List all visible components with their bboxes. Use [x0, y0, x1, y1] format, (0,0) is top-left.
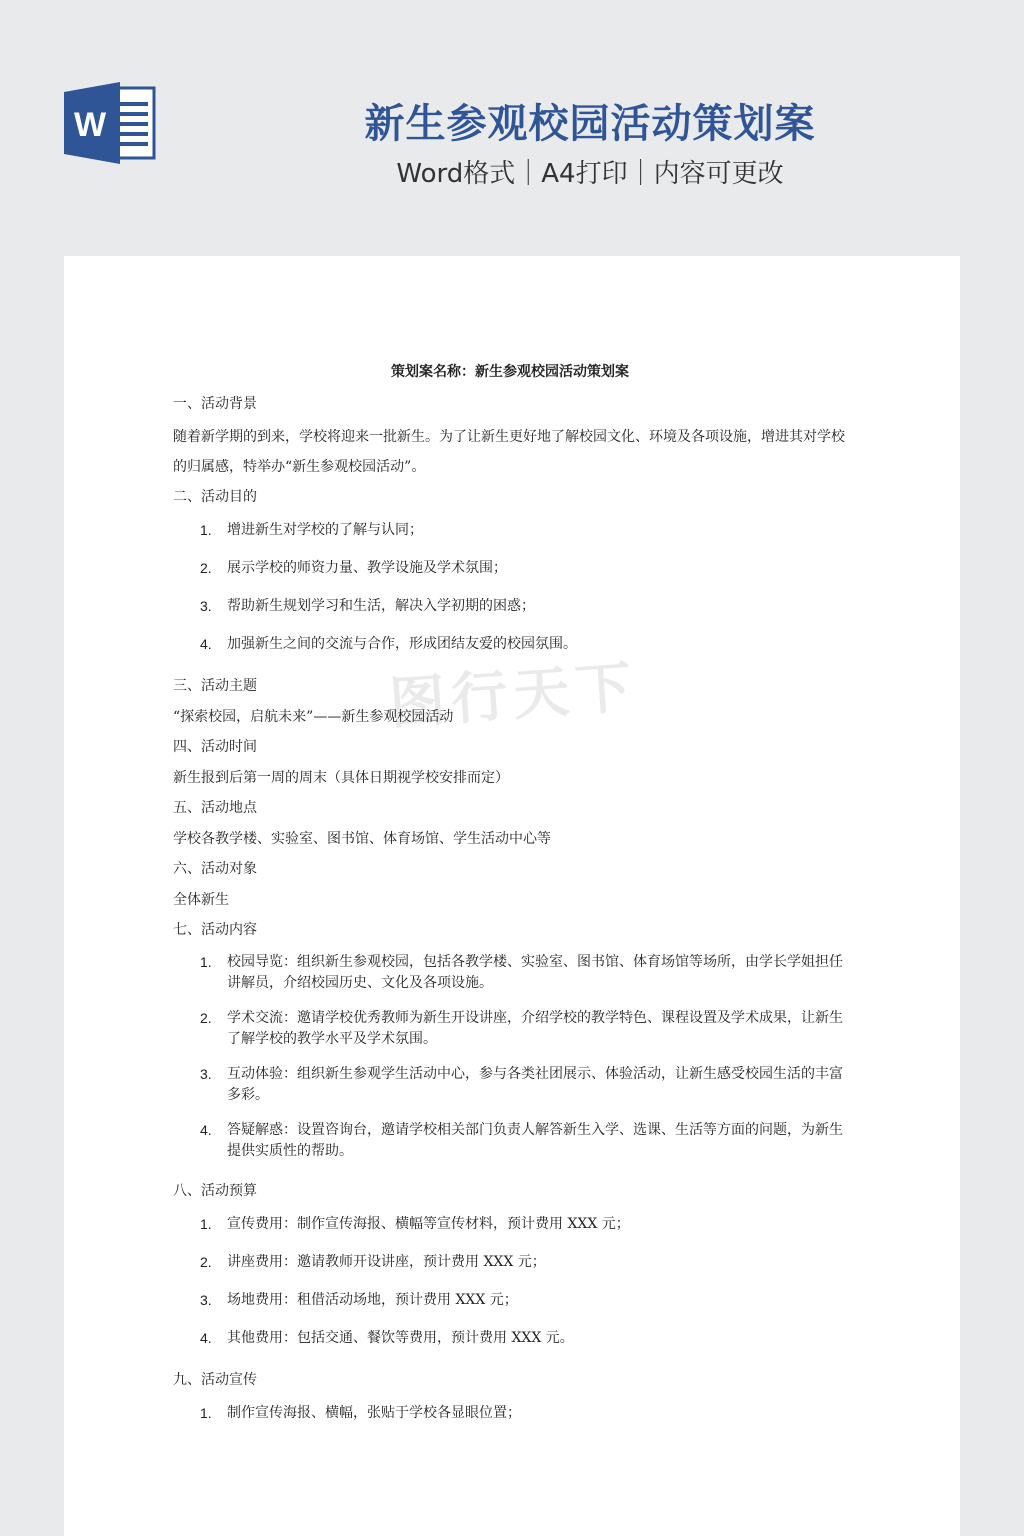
- section-heading: 六、活动对象: [173, 861, 257, 877]
- section-heading: 九、活动宣传: [173, 1372, 257, 1388]
- section-heading: 五、活动地点: [173, 800, 257, 816]
- list-item: 2. 讲座费用：邀请教师开设讲座，预计费用 XXX 元；: [200, 1254, 546, 1270]
- list-item: 1. 校园导览：组织新生参观校园，包括各教学楼、实验室、图书馆、体育场馆等场所，由学长学姐担任讲解员，介绍校园历史、文化及各项设施。: [200, 954, 843, 991]
- page-subtitle: Word格式｜A4打印｜内容可更改: [396, 159, 784, 189]
- document-page: [64, 256, 960, 1536]
- list-item: 4. 其他费用：包括交通、餐饮等费用，预计费用 XXX 元。: [200, 1330, 574, 1346]
- section-heading: 三、活动主题: [173, 678, 257, 694]
- list-item: 3. 帮助新生规划学习和生活，解决入学初期的困惑；: [200, 598, 535, 614]
- section-text: “探索校园，启航未来”——新生参观校园活动: [173, 709, 454, 725]
- section-heading: 一、活动背景: [173, 396, 257, 412]
- document-title: 策划案名称：新生参观校园活动策划案: [391, 364, 629, 380]
- section-heading: 二、活动目的: [173, 489, 257, 505]
- document-body: [173, 361, 847, 1440]
- list-item: 1. 增进新生对学校的了解与认同；: [200, 522, 423, 538]
- list-item: 4. 答疑解惑：设置咨询台，邀请学校相关部门负责人解答新生入学、选课、生活等方面的问题，为新生提供实质性的帮助。: [200, 1122, 843, 1159]
- section-text: 新生报到后第一周的周末（具体日期视学校安排而定）: [173, 770, 509, 786]
- word-icon: [64, 82, 156, 164]
- purpose-list: [173, 519, 847, 655]
- list-item: 4. 加强新生之间的交流与合作，形成团结友爱的校园氛围。: [200, 636, 577, 652]
- watermark: 图行天下: [387, 653, 640, 737]
- list-item: 2. 展示学校的师资力量、教学设施及学术氛围；: [200, 560, 507, 576]
- section-text: 全体新生: [173, 892, 229, 908]
- budget-list: [173, 1213, 847, 1349]
- list-item: 1. 宣传费用：制作宣传海报、横幅等宣传材料，预计费用 XXX 元；: [200, 1216, 630, 1232]
- promotion-list: [173, 1402, 847, 1424]
- list-item: 3. 场地费用：租借活动场地，预计费用 XXX 元；: [200, 1292, 518, 1308]
- section-heading: 四、活动时间: [173, 739, 257, 755]
- section-text: 学校各教学楼、实验室、图书馆、体育场馆、学生活动中心等: [173, 831, 551, 847]
- content-list: [173, 952, 847, 1162]
- section-heading: 八、活动预算: [173, 1183, 257, 1199]
- list-item: 1. 制作宣传海报、横幅，张贴于学校各显眼位置；: [200, 1405, 521, 1421]
- list-item: 2. 学术交流：邀请学校优秀教师为新生开设讲座，介绍学校的教学特色、课程设置及学术成果，让新生了解学校的教学水平及学术氛围。: [200, 1010, 843, 1047]
- section-text: 随着新学期的到来，学校将迎来一批新生。为了让新生更好地了解校园文化、环境及各项设施，增进其对学校的归属感，特举办“新生参观校园活动”。: [173, 429, 845, 475]
- page-title: 新生参观校园活动策划案: [364, 101, 816, 147]
- section-heading: 七、活动内容: [173, 922, 257, 938]
- page-header: [0, 0, 1024, 256]
- svg-text:W: W: [73, 106, 107, 144]
- list-item: 3. 互动体验：组织新生参观学生活动中心，参与各类社团展示、体验活动，让新生感受校园生活的丰富多彩。: [200, 1066, 843, 1103]
